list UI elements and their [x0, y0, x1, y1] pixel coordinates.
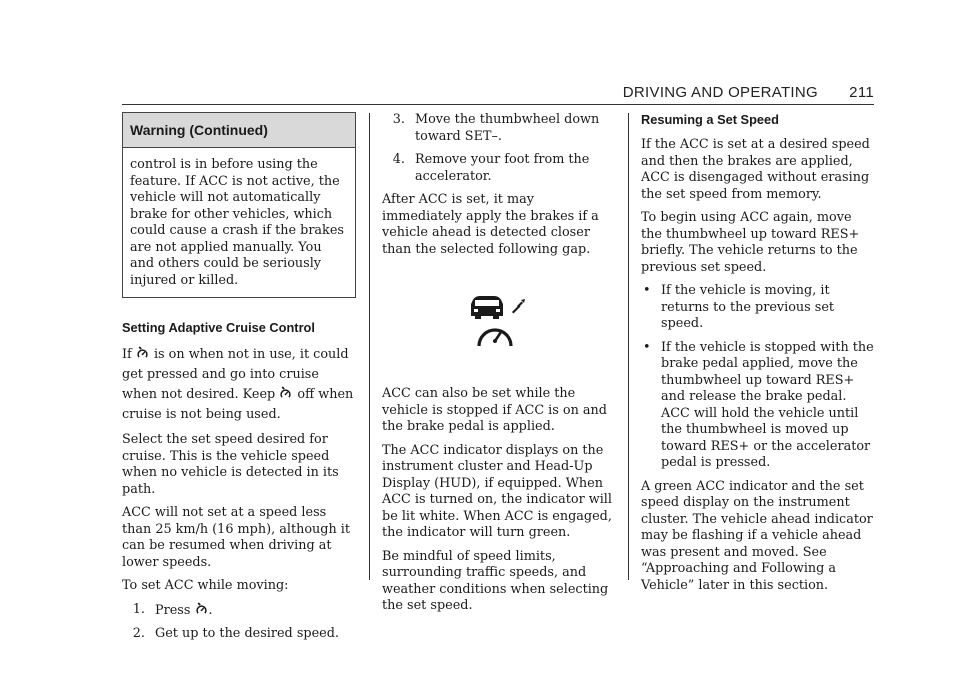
text-run: off when cruise is not being used.	[122, 387, 354, 422]
list-item	[382, 112, 616, 145]
column-divider	[628, 113, 629, 580]
step-number: 1.	[132, 601, 145, 617]
cruise-control-icon	[137, 346, 148, 360]
text-run: .	[208, 602, 213, 618]
paragraph: If the ACC is set at a desired speed and then the brakes are applied, ACC is disengaged without erasing the set speed from memory.	[641, 137, 870, 202]
section-title: DRIVING AND OPERATING	[622, 84, 818, 101]
page-header	[122, 84, 874, 104]
step-text: Move the thumbwheel down toward SET–.	[415, 112, 600, 144]
column-1	[122, 112, 356, 650]
paragraph: To set ACC while moving:	[122, 578, 289, 593]
warning-body: control is in before using the feature. If ACC is not active, the vehicle will not automatically brake for other vehicles, which could cause a crash if the brakes are not applied manually. You and others could be seriously injured or killed.	[130, 157, 344, 288]
paragraph: After ACC is set, it may immediately apply the brakes if a vehicle ahead is detected closer than the selected following gap.	[382, 192, 599, 257]
warning-box	[122, 112, 356, 298]
column-2	[382, 112, 616, 622]
column-divider	[369, 113, 370, 580]
list-item	[641, 340, 875, 472]
paragraph: To begin using ACC again, move the thumbwheel up toward RES+ briefly. The vehicle returns to the previous set speed.	[641, 210, 860, 275]
list-item	[641, 283, 875, 333]
list-item	[122, 626, 356, 643]
bullet-icon: •	[643, 339, 651, 355]
list-item	[122, 602, 356, 620]
text-run: is on when not in use, it could get pressed and go into cruise when not desired. Keep	[122, 347, 349, 402]
section-heading: Setting Adaptive Cruise Control	[122, 320, 315, 335]
paragraph: ACC will not set at a speed less than 25 km/h (16 mph), although it can be resumed when driving at lower speeds.	[122, 505, 351, 570]
list-item	[382, 152, 616, 185]
bullet-text: If the vehicle is stopped with the brake pedal applied, move the thumbwheel up toward RES+ and release the brake pedal. ACC will hold the vehicle until the thumbwheel is moved up toward RES+ or the accelerator pedal is pressed.	[661, 339, 874, 470]
paragraph: ACC can also be set while the vehicle is stopped if ACC is on and the brake pedal is applied.	[382, 386, 607, 434]
paragraph: The ACC indicator displays on the instrument cluster and Head-Up Display (HUD), if equipped. When ACC is turned on, the indicator will be lit white. When ACC is engaged, the indicator will turn green.	[382, 442, 612, 540]
cruise-control-icon	[196, 602, 207, 616]
step-text: Remove your foot from the accelerator.	[415, 152, 590, 184]
paragraph	[122, 345, 356, 425]
step-text: Get up to the desired speed.	[155, 626, 339, 641]
bullet-text: If the vehicle is moving, it returns to the previous set speed.	[661, 283, 835, 331]
step-number: 2.	[132, 626, 145, 641]
header-rule	[122, 104, 874, 105]
text-run: If	[122, 347, 132, 362]
step-number: 4.	[392, 152, 405, 167]
text-run: Press	[155, 602, 191, 618]
warning-title: Warning (Continued)	[123, 113, 355, 148]
column-3	[641, 112, 875, 601]
page-number: 211	[849, 84, 874, 101]
section-heading: Resuming a Set Speed	[641, 112, 779, 127]
steps-list	[382, 112, 616, 185]
adaptive-cruise-indicator-icon	[463, 295, 535, 349]
cruise-control-icon	[280, 386, 291, 400]
step-text	[155, 602, 213, 620]
steps-list	[122, 602, 356, 643]
bullet-list	[641, 283, 875, 472]
paragraph: A green ACC indicator and the set speed display on the instrument cluster. The vehicle ahead indicator may be flashing if a vehicle ahead was present and moved. See “Approaching and Following a Vehicle” later in this section.	[641, 478, 873, 593]
paragraph: Select the set speed desired for cruise. This is the vehicle speed when no vehicle is detected in its path.	[122, 432, 339, 497]
paragraph: Be mindful of speed limits, surrounding traffic speeds, and weather conditions when selecting the set speed.	[382, 548, 609, 613]
step-number: 3.	[392, 112, 405, 127]
bullet-icon: •	[643, 283, 651, 298]
acc-indicator-figure	[382, 295, 616, 349]
